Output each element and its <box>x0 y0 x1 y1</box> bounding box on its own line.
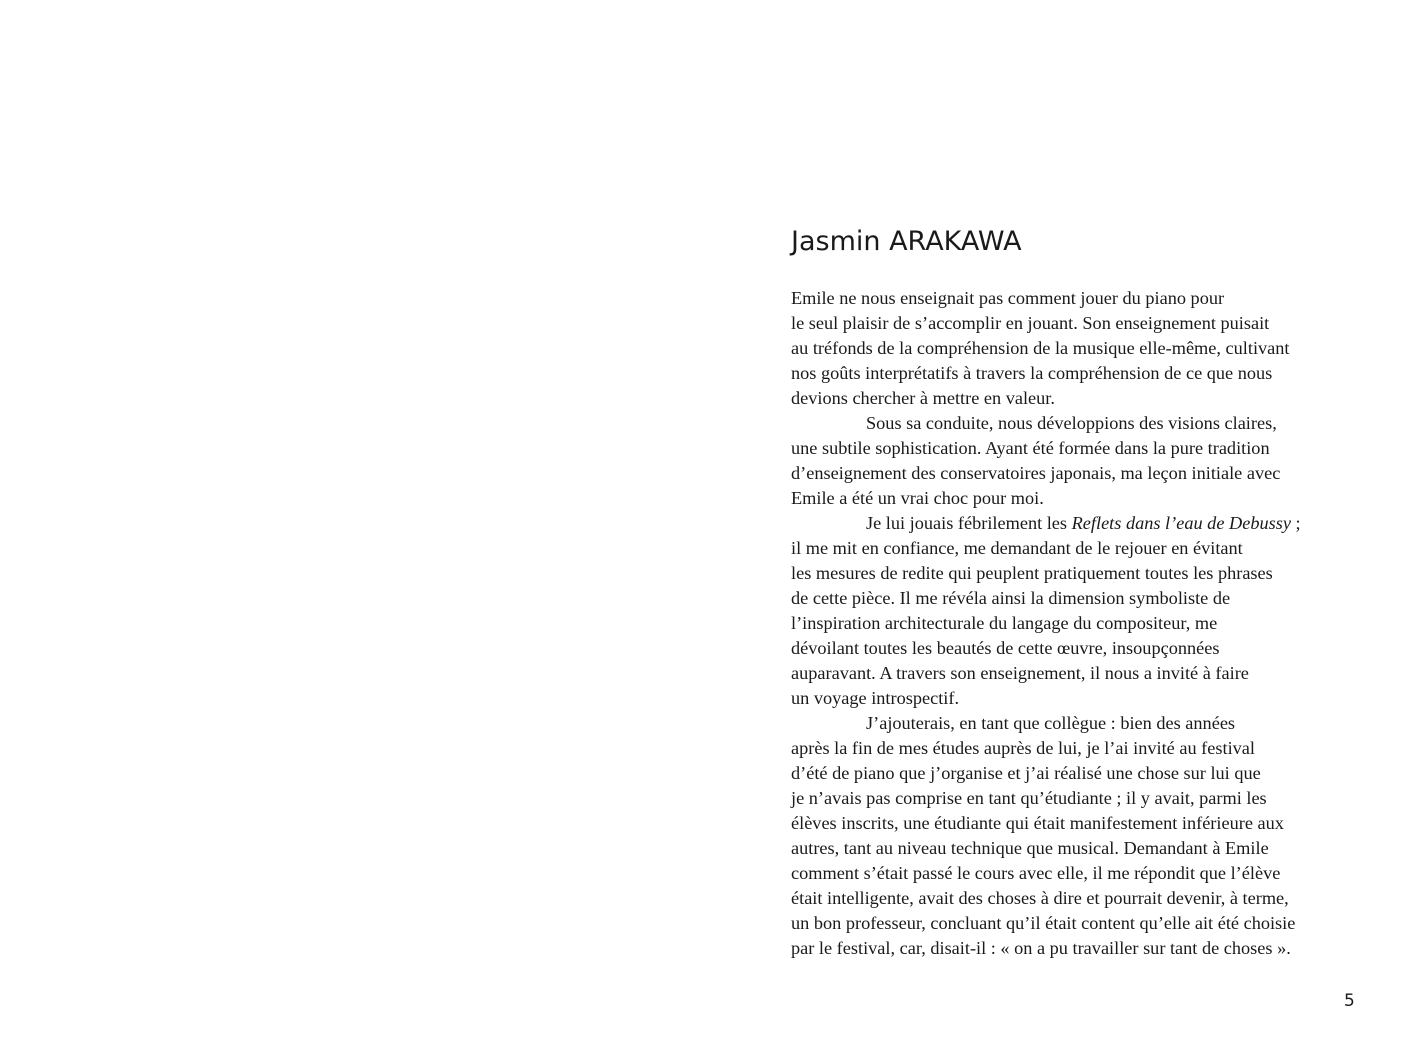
text-line: par le festival, car, disait-il : « on a pu travailler sur tant de choses ». <box>791 938 1291 958</box>
text-line: un voyage introspectif. <box>791 688 960 708</box>
left-page-blank <box>0 0 708 1063</box>
text-line: élèves inscrits, une étudiante qui était manifestement inférieure aux <box>791 813 1284 833</box>
paragraph-start-line: J’ajouterais, en tant que collègue : bien des années <box>866 713 1236 733</box>
text-line: de cette pièce. Il me révéla ainsi la dimension symboliste de <box>791 588 1231 608</box>
text-line: je n’avais pas comprise en tant qu’étudiante ; il y avait, parmi les <box>791 788 1267 808</box>
text-segment: ; <box>1290 513 1301 533</box>
paragraph-start-line: Sous sa conduite, nous développions des visions claires, <box>866 413 1277 433</box>
text-line: d’enseignement des conservatoires japonais, ma leçon initiale avec <box>791 463 1281 483</box>
right-page <box>708 0 1417 1063</box>
text-line: devions chercher à mettre en valeur. <box>791 388 1055 408</box>
text-line: le seul plaisir de s’accomplir en jouant. Son enseignement puisait <box>791 313 1270 333</box>
text-line: après la fin de mes études auprès de lui, je l’ai invité au festival <box>791 738 1255 758</box>
work-title-italic: Reflets dans l’eau de Debussy <box>1071 513 1291 533</box>
text-line: une subtile sophistication. Ayant été formée dans la pure tradition <box>791 438 1270 458</box>
page-number: 5 <box>1344 991 1355 1011</box>
author-heading: Jasmin ARAKAWA <box>791 226 1022 257</box>
text-line: nos goûts interprétatifs à travers la compréhension de ce que nous <box>791 363 1273 383</box>
text-line: autres, tant au niveau technique que musical. Demandant à Emile <box>791 838 1269 858</box>
text-line: Emile a été un vrai choc pour moi. <box>791 488 1044 508</box>
text-line: auparavant. A travers son enseignement, il nous a invité à faire <box>791 663 1249 683</box>
text-line: il me mit en confiance, me demandant de le rejouer en évitant <box>791 538 1243 558</box>
text-line: au tréfonds de la compréhension de la musique elle-même, cultivant <box>791 338 1290 358</box>
text-line: était intelligente, avait des choses à dire et pourrait devenir, à terme, <box>791 888 1289 908</box>
text-line: Emile ne nous enseignait pas comment jouer du piano pour <box>791 288 1225 308</box>
text-line: dévoilant toutes les beautés de cette œuvre, insoupçonnées <box>791 638 1220 658</box>
text-line: d’été de piano que j’organise et j’ai réalisé une chose sur lui que <box>791 763 1261 783</box>
text-line: les mesures de redite qui peuplent pratiquement toutes les phrases <box>791 563 1273 583</box>
text-segment: Je lui jouais fébrilement les <box>866 513 1072 533</box>
testimonial-text <box>791 286 1351 961</box>
text-line: un bon professeur, concluant qu’il était content qu’elle ait été choisie <box>791 913 1296 933</box>
paragraph-start-line <box>791 511 1351 536</box>
text-line: comment s’était passé le cours avec elle, il me répondit que l’élève <box>791 863 1281 883</box>
text-line: l’inspiration architecturale du langage du compositeur, me <box>791 613 1218 633</box>
